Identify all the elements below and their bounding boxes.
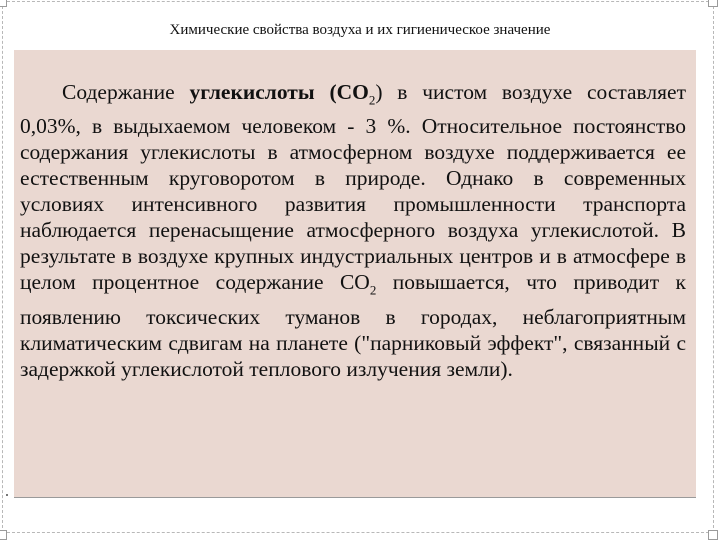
footer-divider — [14, 497, 696, 498]
paragraph-part-1: Содержание — [62, 80, 190, 104]
co2-subscript-2: 2 — [369, 282, 377, 298]
footer-marker — [6, 494, 8, 496]
paragraph-part-4: повышается, что приводит к появлению токсических туманов в городах, неблагоприятным климатическим сдвигам на планете ("парниковый эффект", связанный с задержкой углекислотой теплового излучения земли). — [20, 270, 686, 381]
paragraph-part-3: ) в чистом воздухе составляет 0,03%, в выдыхаемом человеком - 3 %. Относительное постоянство содержания углекислоты в атмосферном воздухе поддерживается ее естественным круговоротом в природе. Однако в современных условиях интенсивного развития промышленности транспорта наблюдается перенасыщение атмосферного воздуха углекислотой. В результате в воздухе крупных индустриальных центров и в атмосфере в целом процентное содержание СО — [20, 80, 686, 295]
paragraph-term: углекислоты — [189, 80, 315, 104]
slide-title: Химические свойства воздуха и их гигиеническое значение — [169, 22, 551, 38]
resize-handle-top-left — [0, 0, 7, 7]
resize-handle-bottom-right — [708, 530, 718, 540]
co2-subscript-1: 2 — [368, 92, 376, 108]
resize-handle-bottom-left — [0, 530, 7, 540]
paragraph-part-2: (СО — [314, 80, 369, 104]
resize-handle-top-right — [708, 0, 718, 7]
body-paragraph — [20, 79, 686, 382]
